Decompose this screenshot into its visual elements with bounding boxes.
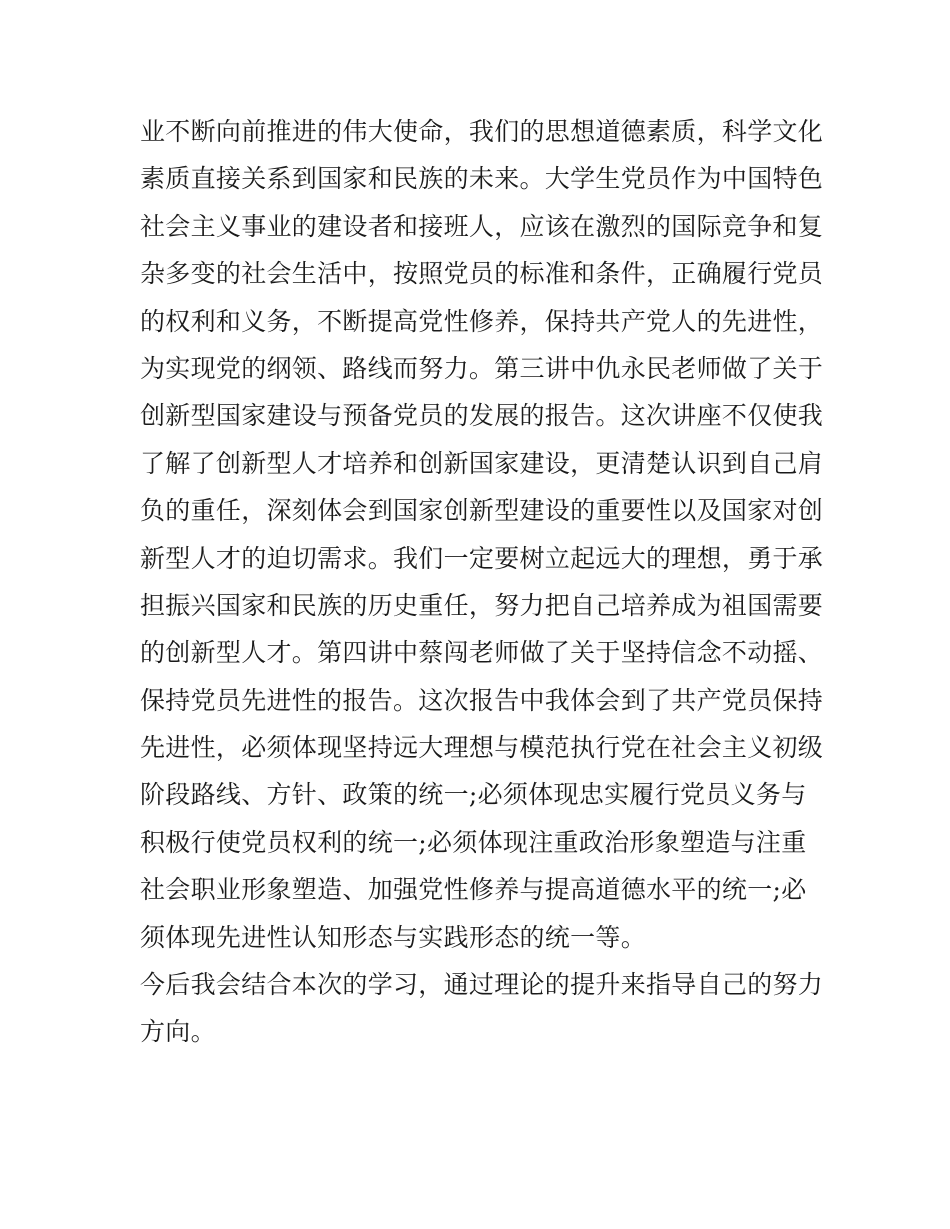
text-line: 了解了创新型人才培养和创新国家建设，更清楚认识到自己肩 (140, 448, 824, 478)
text-line: 为实现党的纲领、路线而努力。第三讲中仇永民老师做了关于 (140, 353, 824, 383)
text-line: 阶段路线、方针、政策的统一;必须体现忠实履行党员义务与 (140, 780, 807, 810)
text-line: 新型人才的迫切需求。我们一定要树立起远大的理想，勇于承 (140, 543, 824, 573)
text-line: 的创新型人才。第四讲中蔡闯老师做了关于坚持信念不动摇、 (140, 638, 824, 668)
text-line: 的权利和义务，不断提高党性修养，保持共产党人的先进性， (140, 306, 824, 336)
text-line: 须体现先进性认知形态与实践形态的统一等。 (140, 922, 647, 952)
body-text (140, 108, 830, 1056)
text-line: 业不断向前推进的伟大使命，我们的思想道德素质，科学文化 (140, 117, 824, 146)
text-line: 担振兴国家和民族的历史重任，努力把自己培养成为祖国需要 (140, 590, 824, 620)
text-line: 素质直接关系到国家和民族的未来。大学生党员作为中国特色 (140, 164, 824, 194)
text-line: 积极行使党员权利的统一;必须体现注重政治形象塑造与注重 (140, 827, 807, 857)
text-line: 方向。 (140, 1017, 216, 1047)
text-line: 创新型国家建设与预备党员的发展的报告。这次讲座不仅使我 (140, 401, 824, 431)
text-line: 社会职业形象塑造、加强党性修养与提高道德水平的统一;必 (140, 875, 807, 905)
text-line: 杂多变的社会生活中，按照党员的标准和条件，正确履行党员 (140, 259, 824, 289)
text-line: 社会主义事业的建设者和接班人，应该在激烈的国际竞争和复 (140, 211, 824, 241)
text-line: 今后我会结合本次的学习，通过理论的提升来指导自己的努力 (140, 970, 824, 1000)
text-line: 负的重任，深刻体会到国家创新型建设的重要性以及国家对创 (140, 496, 824, 526)
text-line: 先进性，必须体现坚持远大理想与模范执行党在社会主义初级 (140, 733, 824, 763)
text-line: 保持党员先进性的报告。这次报告中我体会到了共产党员保持 (140, 685, 824, 715)
